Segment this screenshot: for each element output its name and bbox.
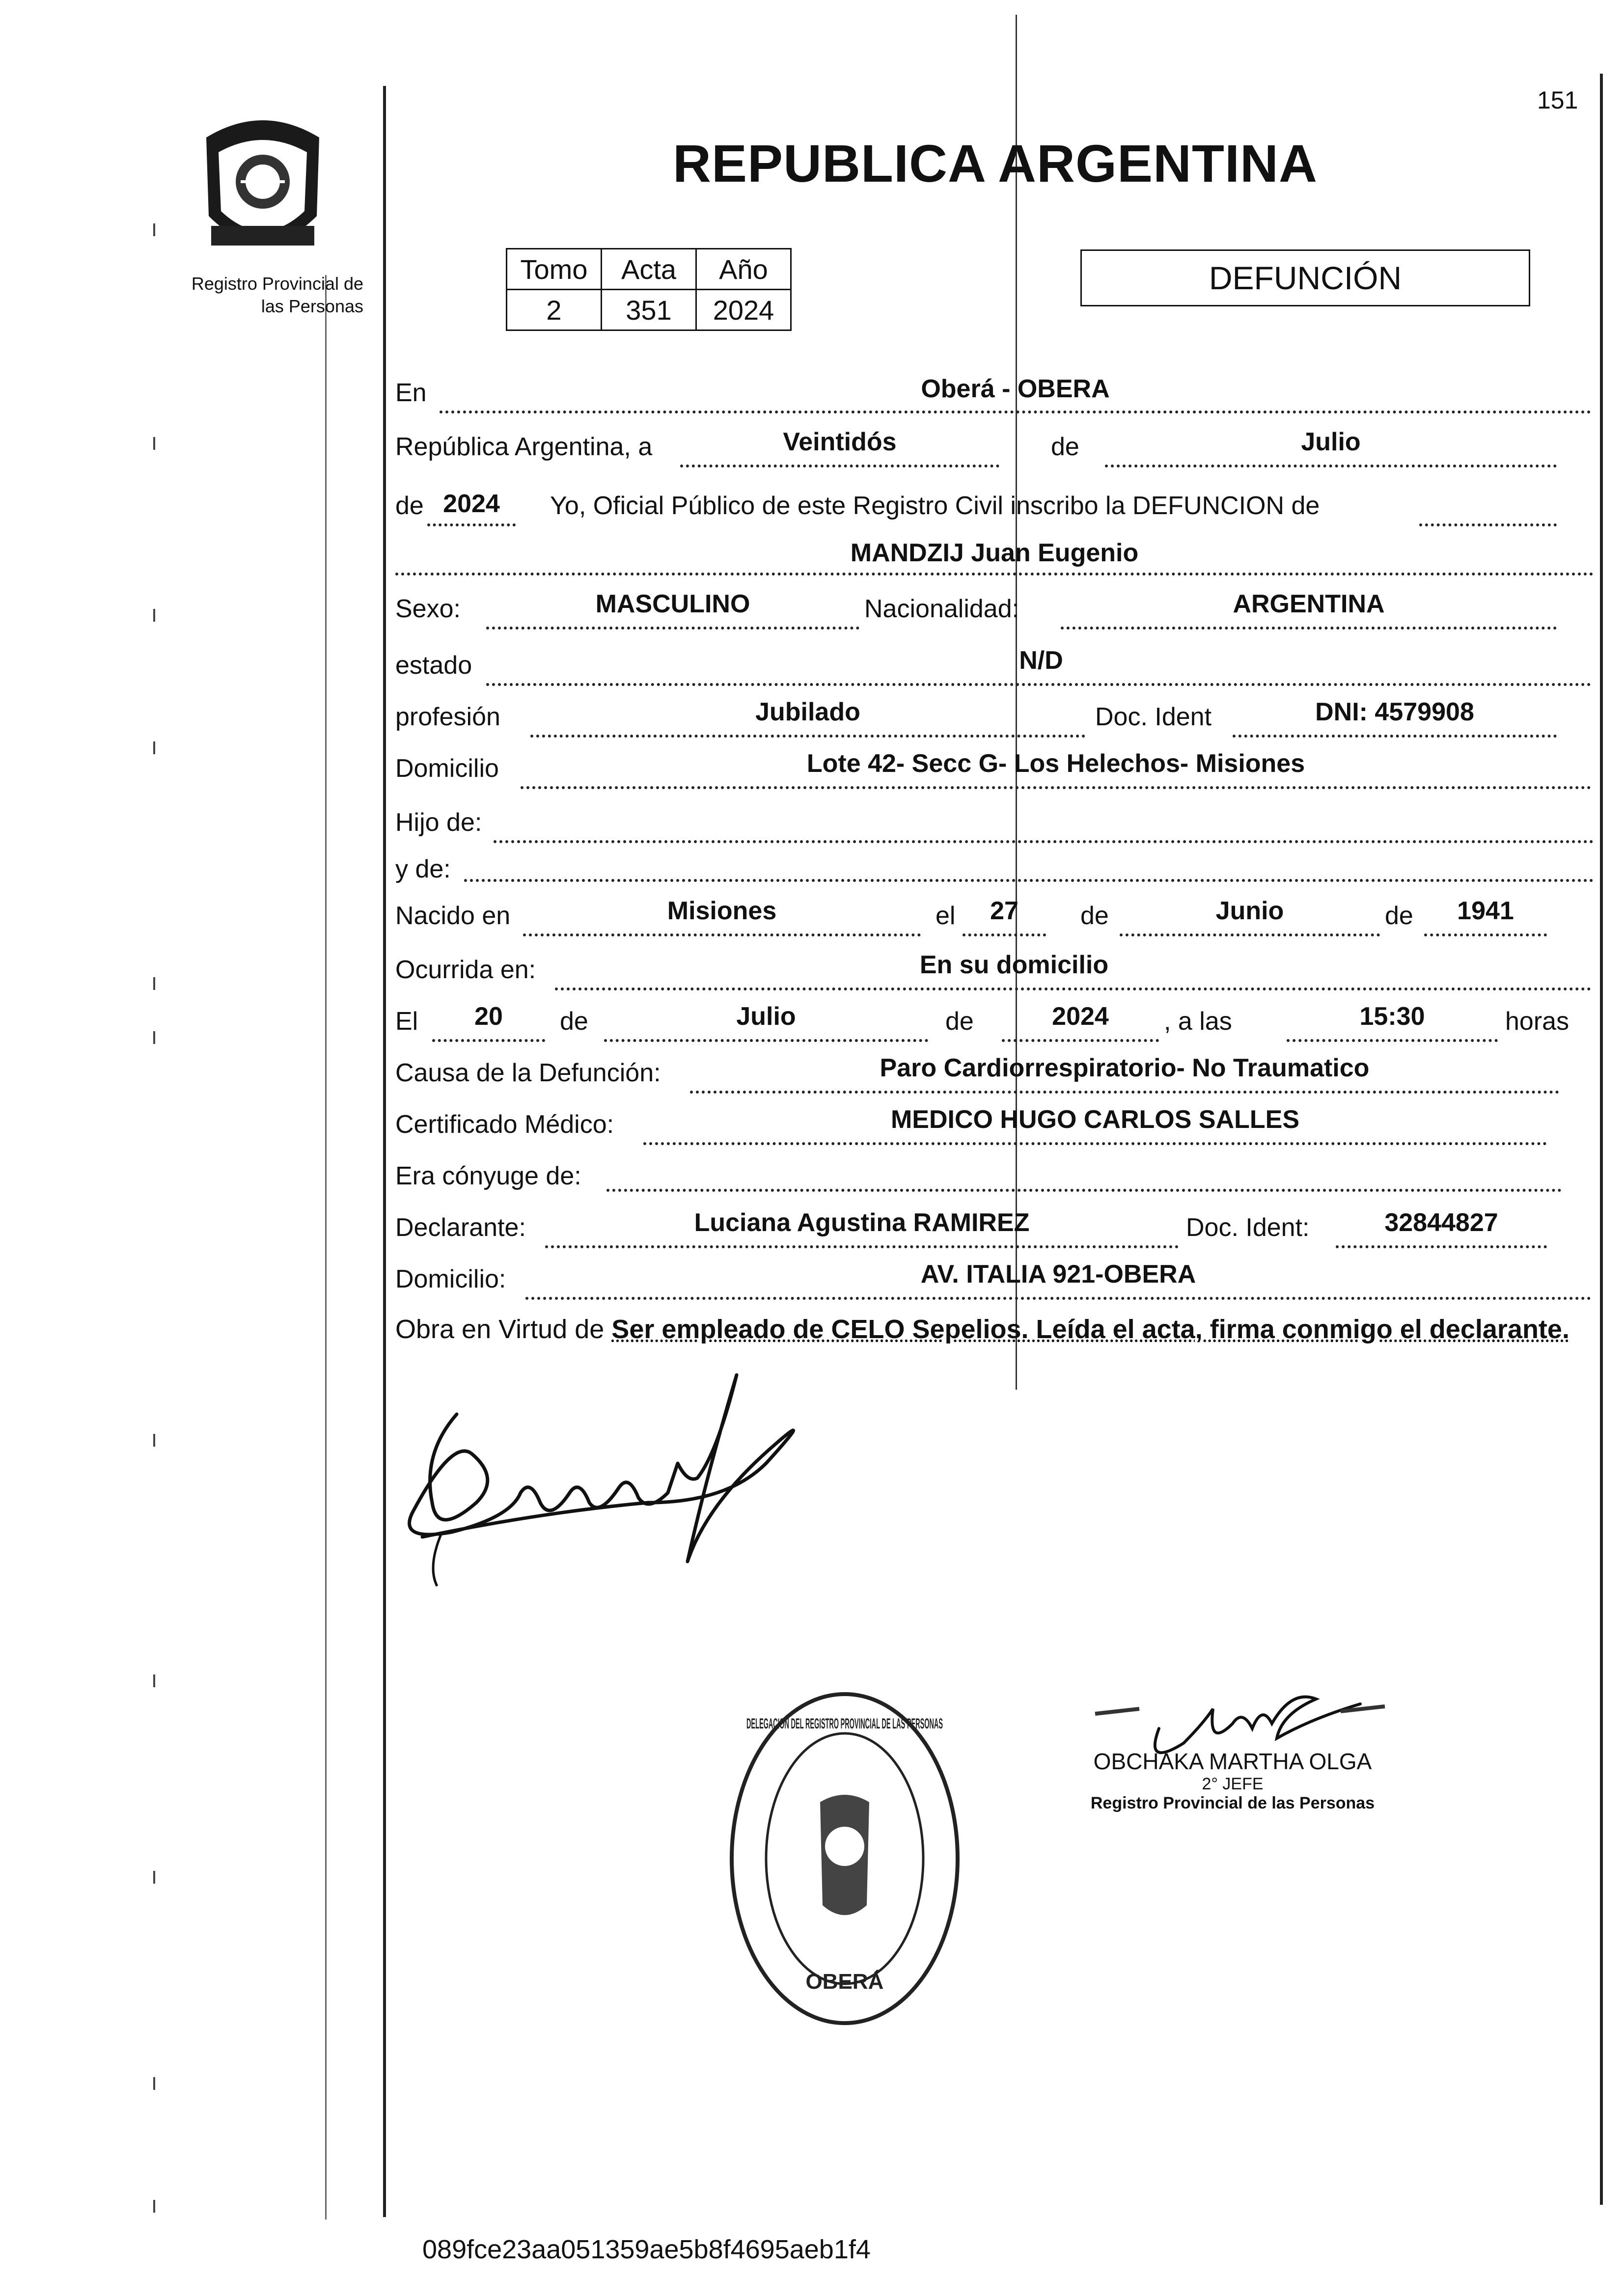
death-time: 15:30 xyxy=(1359,1002,1425,1031)
dotted-line xyxy=(395,573,1594,576)
margin-mark xyxy=(153,223,155,236)
registry-label: Registro Provincial de las Personas xyxy=(191,274,363,316)
estado: N/D xyxy=(1019,646,1063,675)
table-cell: 2 xyxy=(507,290,602,330)
right-margin-line xyxy=(1600,74,1603,2205)
birth-month: Junio xyxy=(1215,897,1284,925)
yde-label: y de: xyxy=(395,855,451,883)
causa-label: Causa de la Defunción: xyxy=(395,1059,661,1087)
dotted-line xyxy=(1233,735,1557,738)
province-coat-of-arms-icon xyxy=(196,108,329,260)
profesion-label: profesión xyxy=(395,703,500,731)
dotted-line xyxy=(1424,933,1547,936)
doc2: 32844827 xyxy=(1384,1208,1498,1237)
birth-year: 1941 xyxy=(1457,897,1514,925)
dotted-line xyxy=(1287,1039,1498,1042)
dotted-line xyxy=(555,987,1591,990)
dotted-line xyxy=(1061,627,1557,630)
dotted-line xyxy=(486,683,1591,686)
alas-label: , a las xyxy=(1164,1007,1232,1036)
inscribe-text: Yo, Oficial Público de este Registro Civil inscribo la DEFUNCION de xyxy=(550,492,1320,520)
death-day: 20 xyxy=(474,1002,503,1031)
profesion: Jubilado xyxy=(755,698,860,726)
el-label: El xyxy=(395,1007,418,1036)
death-de-label: de xyxy=(560,1007,588,1036)
death-year: 2024 xyxy=(1052,1002,1109,1031)
table-header: Tomo xyxy=(507,249,602,290)
document-hash: 089fce23aa051359ae5b8f4695aeb1f4 xyxy=(422,2235,871,2264)
dotted-line xyxy=(1419,523,1557,526)
declarante-label: Declarante: xyxy=(395,1213,526,1242)
causa: Paro Cardiorrespiratorio- No Traumatico xyxy=(880,1054,1370,1082)
ocurrida: En su domicilio xyxy=(919,951,1109,979)
margin-mark xyxy=(153,741,155,754)
seal-city: OBERÁ xyxy=(805,1970,884,1994)
official-role: 2° JEFE xyxy=(1202,1775,1264,1793)
margin-mark xyxy=(153,1031,155,1044)
margin-mark xyxy=(153,2200,155,2213)
dotted-line xyxy=(432,1039,545,1042)
page-number: 151 xyxy=(1537,86,1578,114)
domicilio: Lote 42- Secc G- Los Helechos- Misiones xyxy=(806,749,1305,778)
en-label: En xyxy=(395,379,427,407)
margin-mark xyxy=(153,437,155,450)
dotted-line xyxy=(643,1142,1547,1145)
dotted-line xyxy=(1002,1039,1159,1042)
registry-seal-icon xyxy=(727,1689,963,2028)
official-signature-icon xyxy=(1085,1670,1390,1768)
doc: DNI: 4579908 xyxy=(1315,698,1474,726)
obra-value: Ser empleado de CELO Sepelios. Leída el acta, firma conmigo el declarante. xyxy=(611,1315,1569,1344)
declarant-signature-icon xyxy=(393,1355,825,1591)
year-prefix: de xyxy=(395,492,424,520)
dotted-line xyxy=(523,933,921,936)
margin-mark xyxy=(153,977,155,990)
margin-mark xyxy=(153,1434,155,1447)
nacido-label: Nacido en xyxy=(395,902,511,930)
month: Julio xyxy=(1301,428,1361,456)
doc2-label: Doc. Ident: xyxy=(1186,1213,1310,1242)
hijo-label: Hijo de: xyxy=(395,808,482,837)
republica-label: República Argentina, a xyxy=(395,433,653,461)
dotted-line xyxy=(530,735,1085,738)
dotted-line xyxy=(680,465,999,467)
margin-mark xyxy=(153,1674,155,1687)
dotted-line xyxy=(440,411,1591,413)
official-office: Registro Provincial de las Personas xyxy=(1090,1794,1375,1812)
dotted-line xyxy=(604,1039,928,1042)
dotted-line xyxy=(690,1091,1559,1094)
dotted-line xyxy=(963,933,1046,936)
obra-en-virtud xyxy=(395,1311,1594,1347)
table-cell: 351 xyxy=(602,290,696,330)
birth-de-label: de xyxy=(1385,902,1413,930)
domicilio2: AV. ITALIA 921-OBERA xyxy=(920,1260,1196,1289)
domicilio2-label: Domicilio: xyxy=(395,1265,506,1293)
dotted-line xyxy=(606,1189,1562,1192)
nacionalidad: ARGENTINA xyxy=(1233,590,1385,618)
inner-margin-line xyxy=(325,275,327,2220)
birth-de-label: de xyxy=(1080,902,1109,930)
de-label: de xyxy=(1051,433,1079,461)
ocurrida-label: Ocurrida en: xyxy=(395,956,536,984)
sexo: MASCULINO xyxy=(595,590,750,618)
dotted-line xyxy=(494,840,1594,843)
el-label: el xyxy=(936,902,956,930)
en-value: Oberá - OBERA xyxy=(921,375,1110,403)
nacido-en: Misiones xyxy=(667,897,777,925)
declarante: Luciana Agustina RAMIREZ xyxy=(694,1208,1030,1237)
margin-mark xyxy=(153,2077,155,2090)
conyuge-label: Era cónyuge de: xyxy=(395,1162,581,1190)
year: 2024 xyxy=(443,490,500,518)
doc-label: Doc. Ident xyxy=(1095,703,1212,731)
obra-label: Obra en Virtud de xyxy=(395,1315,605,1344)
dotted-line xyxy=(1105,465,1557,467)
dotted-line xyxy=(1336,1245,1547,1248)
table-header: Año xyxy=(696,249,791,290)
horas-label: horas xyxy=(1505,1007,1569,1036)
seal-outer-text: DELEGACION DEL REGISTRO PROVINCIAL DE LAS PERSONAS xyxy=(746,1716,943,1732)
deceased-name: MANDZIJ Juan Eugenio xyxy=(850,539,1139,567)
day-words: Veintidós xyxy=(783,428,897,456)
dotted-line xyxy=(525,1297,1591,1300)
dotted-line xyxy=(1120,933,1380,936)
table-header: Acta xyxy=(602,249,696,290)
certificado: MEDICO HUGO CARLOS SALLES xyxy=(890,1105,1300,1134)
dotted-line xyxy=(545,1245,1179,1248)
margin-mark xyxy=(153,609,155,622)
record-type-box: DEFUNCIÓN xyxy=(1080,249,1530,306)
table-cell: 2024 xyxy=(696,290,791,330)
dotted-line xyxy=(486,627,859,630)
domicilio-label: Domicilio xyxy=(395,754,499,783)
birth-day: 27 xyxy=(990,897,1018,925)
left-margin-line xyxy=(383,86,386,2217)
certificado-label: Certificado Médico: xyxy=(395,1110,614,1139)
dotted-line xyxy=(464,879,1594,882)
estado-label: estado xyxy=(395,651,472,680)
nacionalidad-label: Nacionalidad: xyxy=(864,595,1019,623)
dotted-line xyxy=(521,786,1591,789)
death-de-label: de xyxy=(945,1007,974,1036)
country-title: REPUBLICA ARGENTINA xyxy=(673,134,1318,193)
sexo-label: Sexo: xyxy=(395,595,461,623)
official-signature-block xyxy=(1056,1670,1409,1813)
dotted-line xyxy=(427,523,516,526)
death-month: Julio xyxy=(736,1002,796,1031)
margin-mark xyxy=(153,1871,155,1884)
acta-table xyxy=(506,248,792,331)
official-name: OBCHAKA MARTHA OLGA xyxy=(1093,1749,1372,1774)
